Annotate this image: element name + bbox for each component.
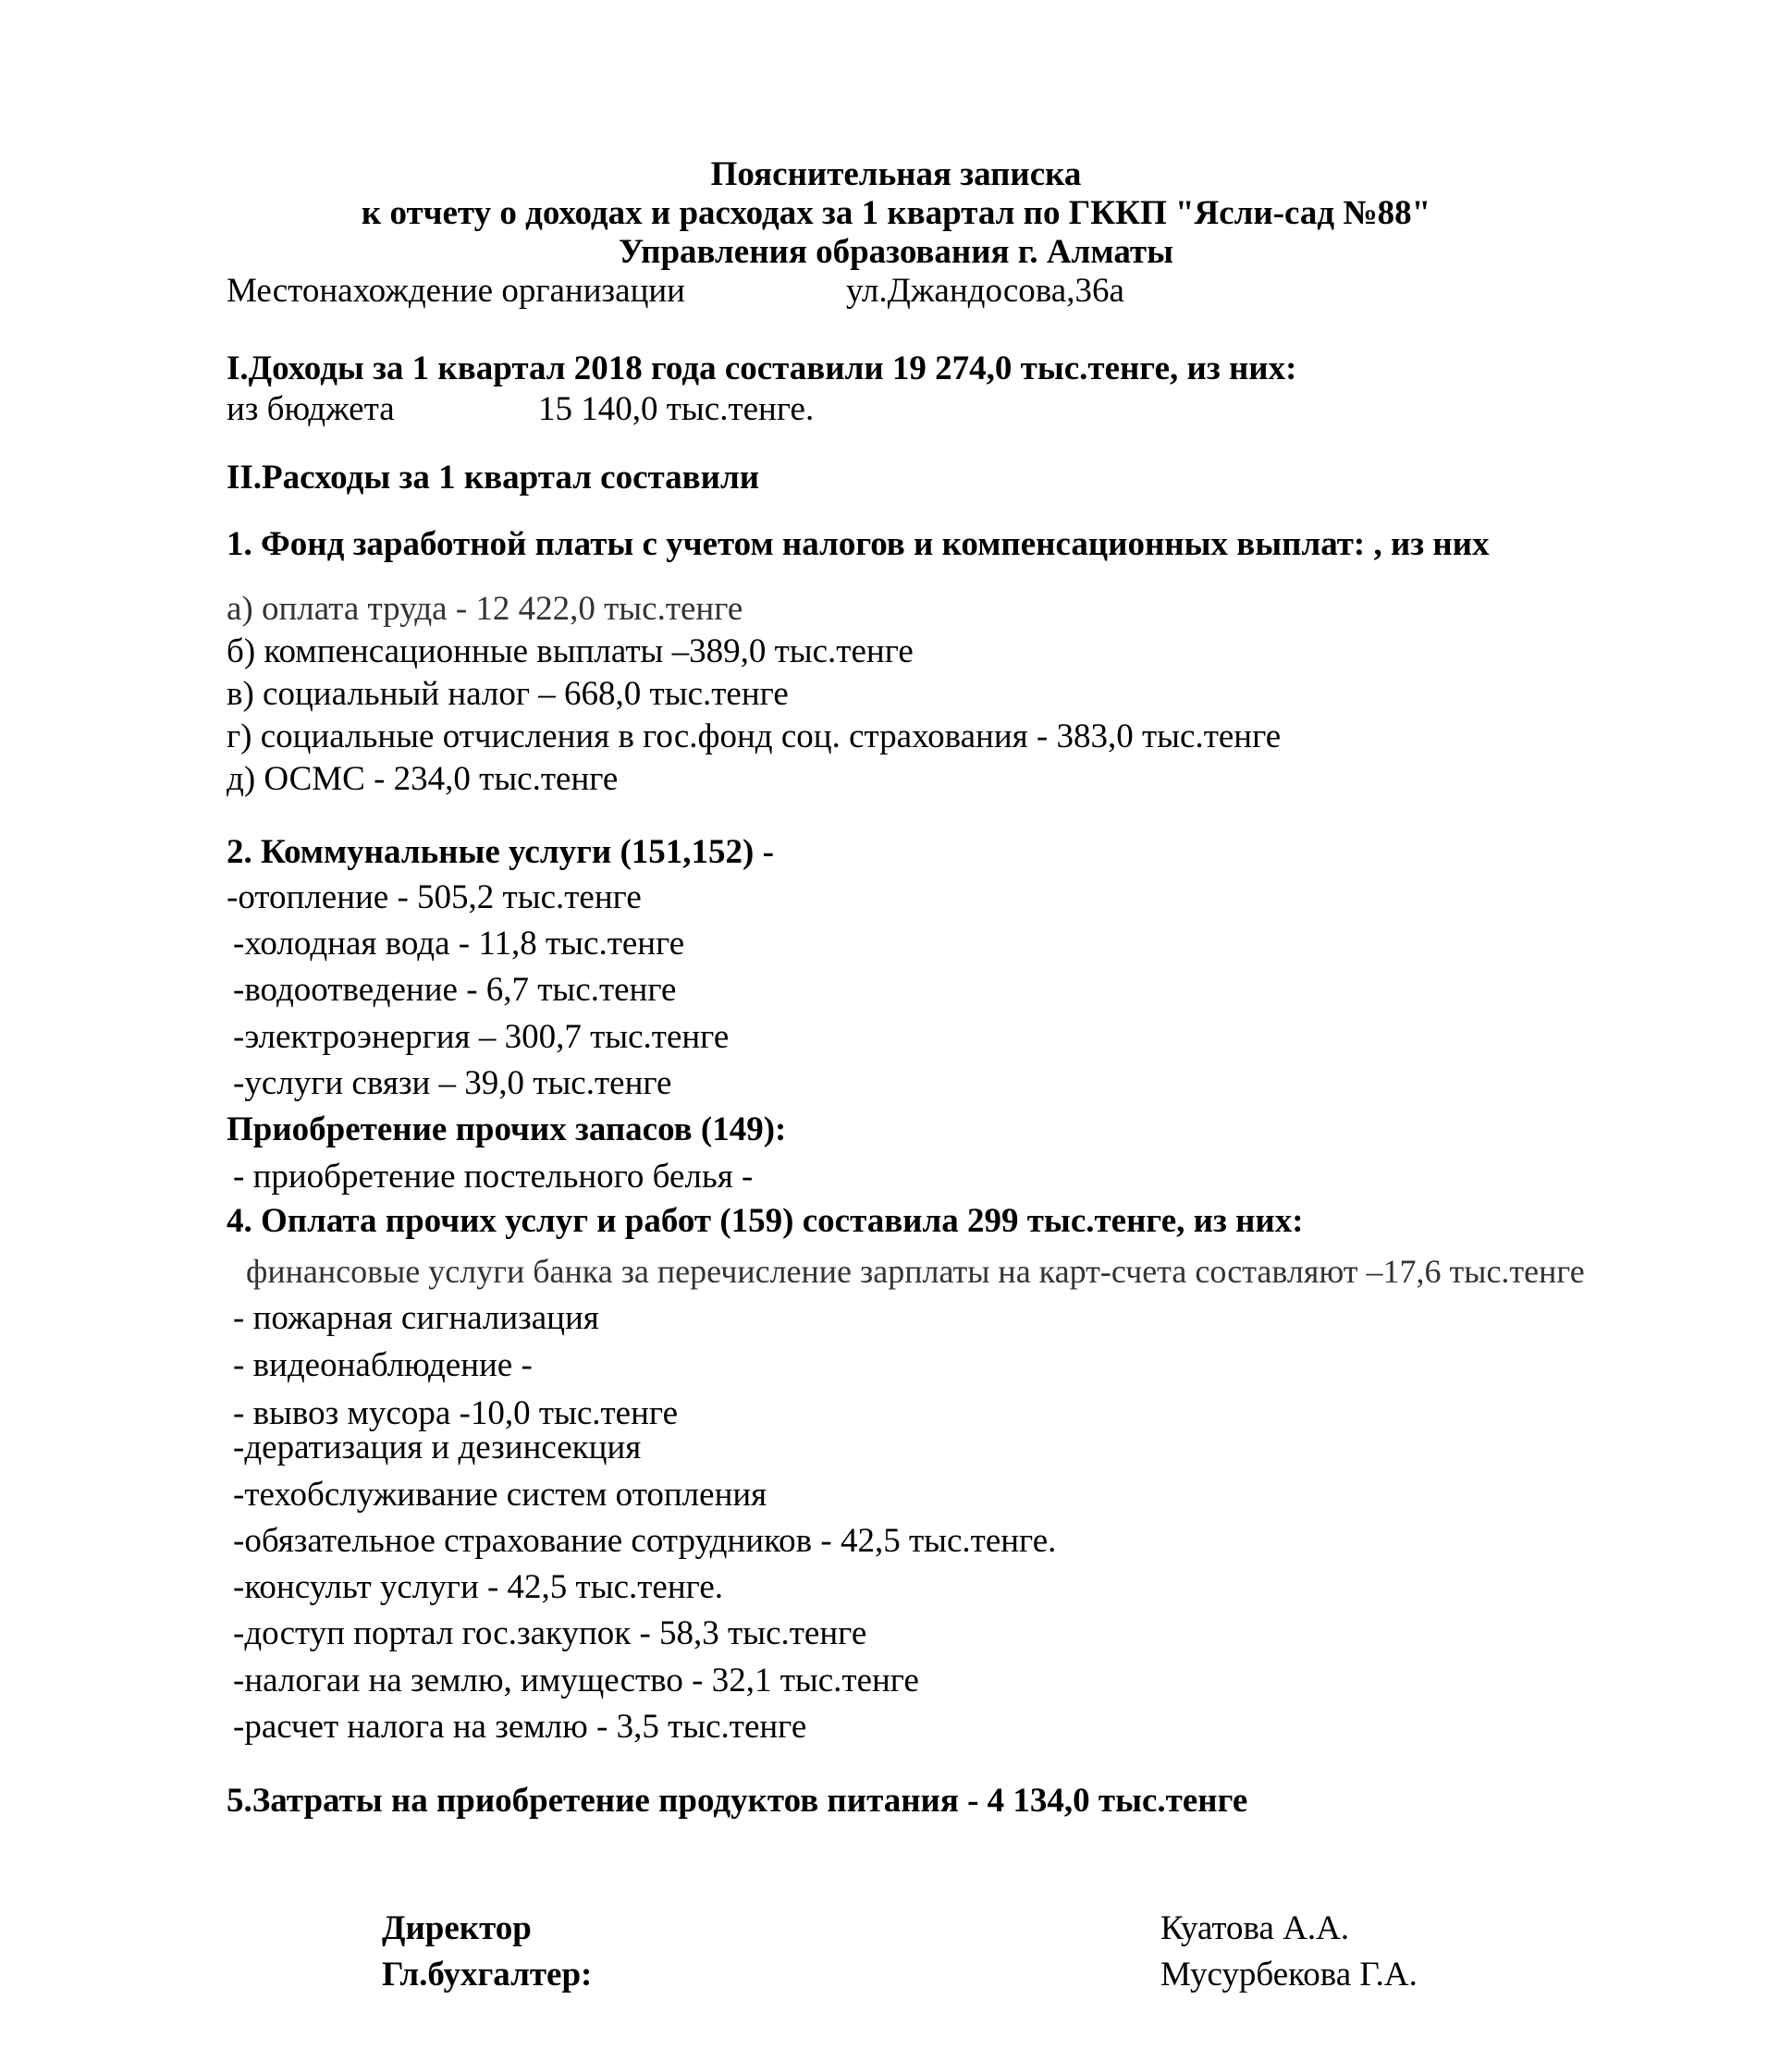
document-subtitle: к отчету о доходах и расходах за 1 квартал по ГККП "Ясли-сад №88" (361, 194, 1431, 232)
utilities-heading: 2. Коммунальные услуги (151,152) - (227, 833, 774, 871)
other-services-item: - видеонаблюдение - (233, 1346, 533, 1384)
payroll-item: г) социальные отчисления в гос.фонд соц. страхования - 383,0 тыс.тенге (227, 718, 1282, 755)
document-title: Пояснительная записка (710, 155, 1082, 193)
payroll-item: б) компенсационные выплаты –389,0 тыс.тенге (227, 632, 914, 670)
utilities-item: -холодная вода - 11,8 тыс.тенге (233, 925, 685, 963)
utilities-item: -услуги связи – 39,0 тыс.тенге (233, 1064, 672, 1102)
other-services-item: -расчет налога на землю - 3,5 тыс.тенге (233, 1708, 807, 1746)
payroll-item: д) ОСМС - 234,0 тыс.тенге (227, 760, 619, 798)
other-services-item: -дератизация и дезинсекция (233, 1429, 642, 1466)
payroll-heading: 1. Фонд заработной платы с учетом налогов и компенсационных выплат: , из них (227, 525, 1490, 563)
utilities-item: -отопление - 505,2 тыс.тенге (227, 878, 642, 916)
location-value: ул.Джандосова,36а (846, 272, 1124, 310)
other-services-item: -доступ портал гос.закупок - 58,3 тыс.тенге (233, 1614, 867, 1652)
other-services-item: -консульт услуги - 42,5 тыс.тенге. (233, 1568, 724, 1606)
food-heading: 5.Затраты на приобретение продуктов питания - 4 134,0 тыс.тенге (227, 1782, 1248, 1820)
document-department: Управления образования г. Алматы (619, 233, 1173, 271)
other-services-heading: 4. Оплата прочих услуг и работ (159) составила 299 тыс.тенге, из них: (227, 1202, 1304, 1240)
income-heading: I.Доходы за 1 квартал 2018 года составили 19 274,0 тыс.тенге, из них: (227, 350, 1297, 387)
accountant-label: Гл.бухгалтер: (382, 1956, 593, 1994)
location-label: Местонахождение организации (227, 272, 685, 310)
accountant-name: Мусурбекова Г.А. (1160, 1956, 1418, 1994)
director-label: Директор (382, 1909, 532, 1947)
budget-value: 15 140,0 тыс.тенге. (538, 390, 815, 428)
other-services-item: -техобслуживание систем отопления (233, 1476, 767, 1514)
utilities-item: -водоотведение - 6,7 тыс.тенге (233, 971, 677, 1009)
other-services-item: - пожарная сигнализация (233, 1299, 599, 1337)
bank-fees-line: финансовые услуги банка за перечисление зарплаты на карт-счета составляют –17,6 тыс.тенге (246, 1253, 1585, 1290)
other-services-item: -обязательное страхование сотрудников - 42,5 тыс.тенге. (233, 1522, 1057, 1560)
other-services-item: -налогаи на землю, имущество - 32,1 тыс.тенге (233, 1662, 919, 1699)
supplies-heading: Приобретение прочих запасов (149): (227, 1110, 787, 1148)
budget-label: из бюджета (227, 390, 395, 428)
payroll-item: а) оплата труда - 12 422,0 тыс.тенге (227, 590, 743, 628)
expenses-heading: II.Расходы за 1 квартал составили (227, 459, 760, 497)
other-services-item: - вывоз мусора -10,0 тыс.тенге (233, 1394, 679, 1432)
supplies-item: - приобретение постельного белья - (233, 1158, 754, 1196)
utilities-item: -электроэнергия – 300,7 тыс.тенге (233, 1018, 730, 1056)
payroll-item: в) социальный налог – 668,0 тыс.тенге (227, 675, 789, 713)
director-name: Куатова А.А. (1160, 1909, 1350, 1947)
